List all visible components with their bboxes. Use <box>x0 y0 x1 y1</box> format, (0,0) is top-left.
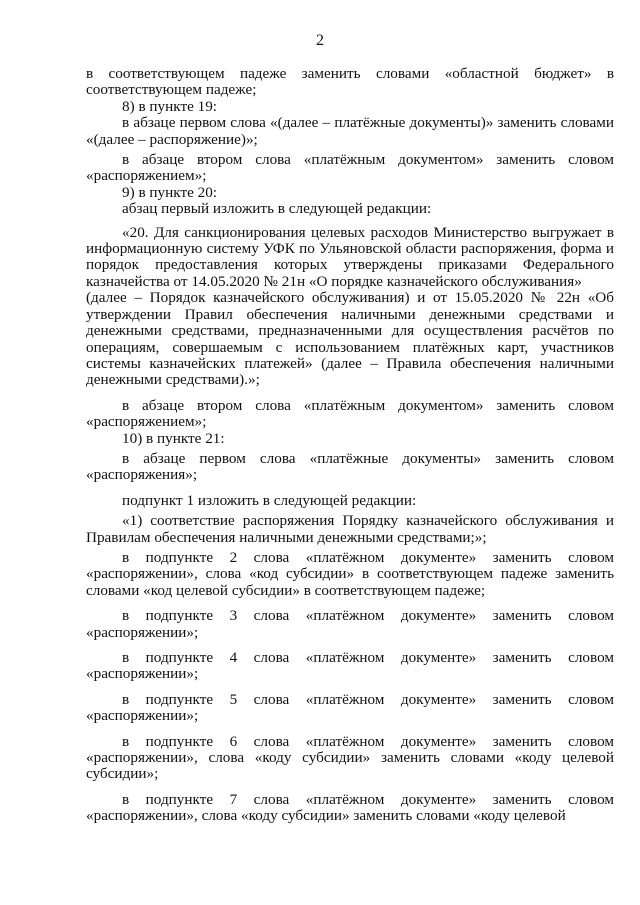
paragraph: в подпункте 4 слова «платёжном документе» заменить словом «распоряжении»; <box>86 649 614 683</box>
page-number: 2 <box>316 32 324 49</box>
paragraph: подпункт 1 изложить в следующей редакции: <box>122 491 417 509</box>
paragraph: (далее – Порядок казначейского обслуживания) и от 15.05.2020 № 22н «Об утверждении Правил обеспечения наличными денежными средствами и денежными средствами, предназначенными для осуществления расчётов по операциям, совершаемым с использованием платёжных карт, участников системы казначейских платежей» (далее – Правила обеспечения наличными денежными средствами).»; <box>86 289 614 389</box>
paragraph: абзац первый изложить в следующей редакции: <box>122 200 432 218</box>
paragraph: 10) в пункте 21: <box>122 429 225 447</box>
paragraph: в подпункте 3 слова «платёжном документе» заменить словом «распоряжении»; <box>86 607 614 641</box>
document-body <box>86 66 614 825</box>
paragraph: в подпункте 2 слова «платёжном документе» заменить словом «распоряжении», слова «код субсидии» в соответствующем падеже заменить словами «код целевой субсидии» в соответствующем падеже; <box>86 548 614 599</box>
paragraph: «20. Для санкционирования целевых расходов Министерство выгружает в информационную систему УФК по Ульяновской области распоряжения, форма и порядок предоставления которых утверждены приказами Федерального казначейства от 14.05.2020 № 21н «О порядке казначейского обслуживания» <box>86 223 614 290</box>
paragraph: в абзаце первом слова «платёжные документы» заменить словом «распоряжения»; <box>86 449 614 484</box>
paragraph: 9) в пункте 20: <box>122 183 218 201</box>
paragraph: в подпункте 5 слова «платёжном документе» заменить словом «распоряжении»; <box>86 690 614 725</box>
paragraph: в соответствующем падеже заменить словами «областной бюджет» в соответствующем падеже; <box>86 65 614 99</box>
paragraph: в подпункте 7 слова «платёжном документе» заменить словом «распоряжении», слова «коду субсидии» заменить словами «коду целевой <box>86 790 614 825</box>
paragraph: «1) соответствие распоряжения Порядку казначейского обслуживания и Правилам обеспечения наличными денежными средствами;»; <box>86 512 614 546</box>
paragraph: 8) в пункте 19: <box>122 97 218 115</box>
paragraph: в подпункте 6 слова «платёжном документе» заменить словом «распоряжении», слова «коду субсидии» заменить словами «коду целевой субсидии»; <box>86 732 614 783</box>
paragraph: в абзаце втором слова «платёжным документом» заменить словом «распоряжением»; <box>86 151 614 185</box>
paragraph: в абзаце втором слова «платёжным документом» заменить словом «распоряжением»; <box>86 396 614 431</box>
paragraph: в абзаце первом слова «(далее – платёжные документы)» заменить словами «(далее – распоряжение)»; <box>86 114 614 148</box>
